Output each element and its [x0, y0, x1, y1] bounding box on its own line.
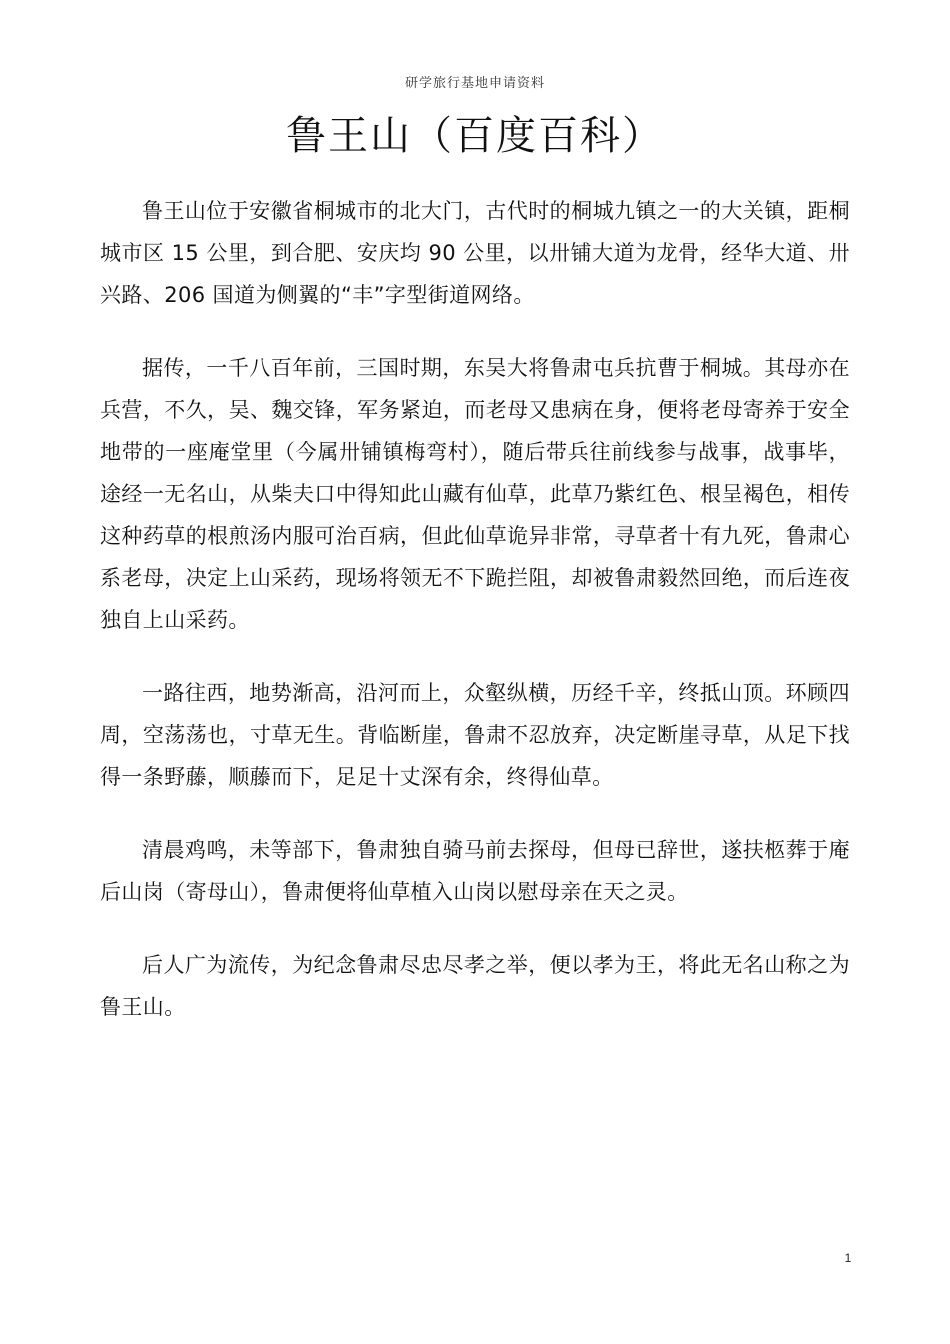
document-title: 鲁王山（百度百科） — [286, 113, 664, 159]
running-header: 研学旅行基地申请资料 — [404, 76, 545, 91]
paragraph-burial: 清晨鸡鸣，未等部下，鲁肃独自骑马前去探母，但母已辞世，遂扶柩葬于庵后山岗（寄母山），鲁肃便将仙草植入山岗以慰母亲在天之灵。 — [100, 838, 850, 904]
page-number: 1 — [844, 1251, 852, 1265]
paragraph-location: 鲁王山位于安徽省桐城市的北大门，古代时的桐城九镇之一的大关镇，距桐城市区 15 公里，到合肥、安庆均 90 公里，以卅铺大道为龙骨，经华大道、卅兴路、206 国道为侧翼的“丰”字型街道网络。 — [100, 199, 850, 307]
document-body — [100, 190, 850, 1059]
paragraph-legend: 据传，一千八百年前，三国时期，东吴大将鲁肃屯兵抗曹于桐城。其母亦在兵营，不久，吴、魏交锋，军务紧迫，而老母又患病在身，便将老母寄养于安全地带的一座庵堂里（今属卅铺镇梅弯村），随后带兵往前线参与战事，战事毕，途经一无名山，从柴夫口中得知此山藏有仙草，此草乃紫红色、根呈褐色，相传这种药草的根煎汤内服可治百病，但此仙草诡异非常，寻草者十有九死，鲁肃心系老母，决定上山采药，现场将领无不下跪拦阻，却被鲁肃毅然回绝，而后连夜独自上山采药。 — [100, 356, 850, 632]
paragraph-naming: 后人广为流传，为纪念鲁肃尽忠尽孝之举，便以孝为王，将此无名山称之为鲁王山。 — [100, 953, 850, 1019]
paragraph-ascent: 一路往西，地势渐高，沿河而上，众壑纵横，历经千辛，终抵山顶。环顾四周，空荡荡也，寸草无生。背临断崖，鲁肃不忍放弃，决定断崖寻草，从足下找得一条野藤，顺藤而下，足足十丈深有余，终得仙草。 — [100, 681, 850, 789]
